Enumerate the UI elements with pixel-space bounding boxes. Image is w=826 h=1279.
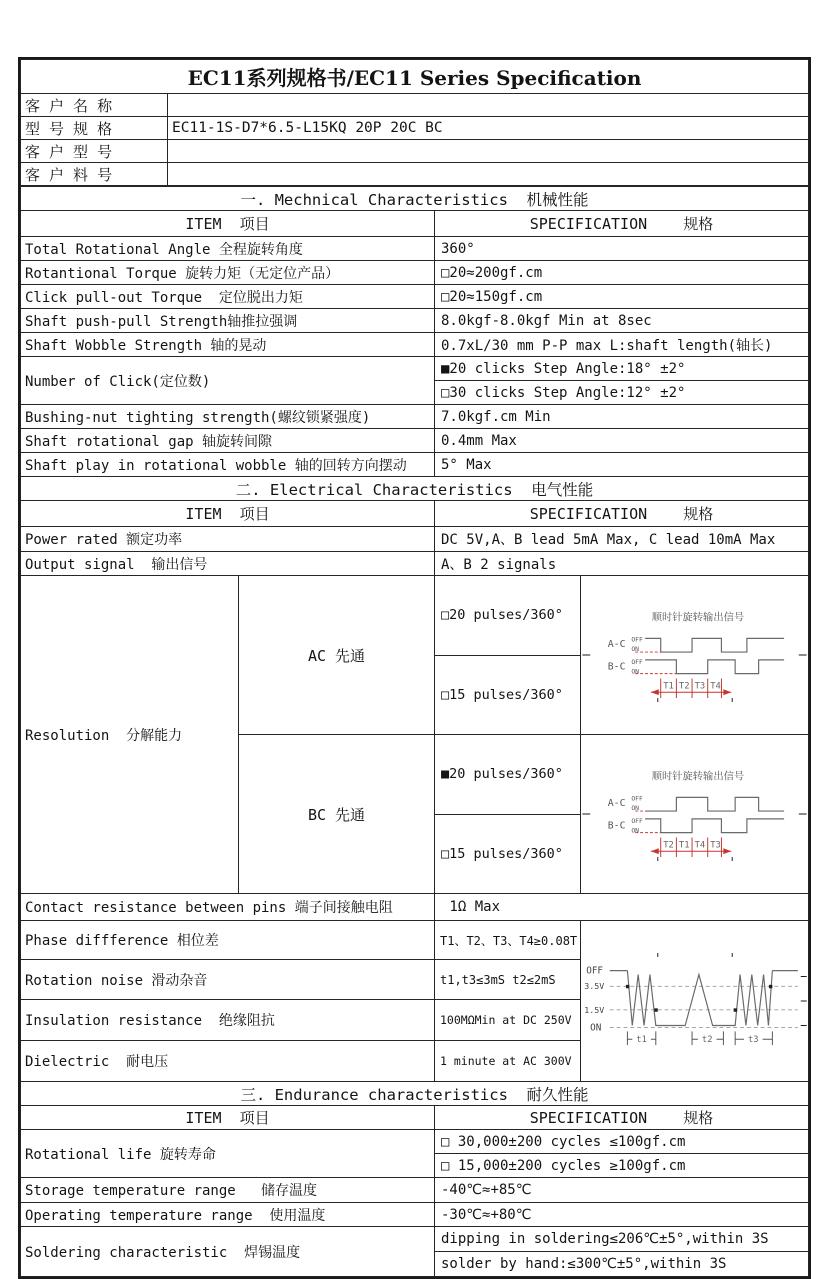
off-label: OFF [631, 658, 643, 666]
spec-cell: 5° Max [435, 453, 809, 477]
item-cell: Storage temperature range 储存温度 [21, 1178, 435, 1203]
v35-label: 3.5V [584, 981, 605, 992]
spec-option-dip-soldering: dipping in soldering≤206℃±5°,within 3S [435, 1227, 809, 1252]
item-cell: Rotation noise 滑动杂音 [21, 960, 435, 999]
item-cell: Output signal 输出信号 [21, 552, 435, 576]
group-label-ac-first: AC 先通 [239, 576, 435, 735]
item-cell: Shaft Wobble Strength 轴的晃动 [21, 333, 435, 357]
on-label: ON [590, 1022, 602, 1034]
item-cell: Phase diffference 相位差 [21, 921, 435, 960]
item-cell: Shaft rotational gap 轴旋转间隙 [21, 429, 435, 453]
info-value-model-spec: EC11-1S-D7*6.5-L15KQ 20P 20C BC [168, 117, 809, 140]
column-header-spec: SPECIFICATION 规格 [435, 1106, 809, 1130]
info-label-model-spec: 型 号 规 格 [21, 117, 168, 140]
t4-label: T4 [710, 681, 721, 692]
spec-option-30000-cycles: □ 30,000±200 cycles ≤100gf.cm [435, 1130, 809, 1154]
spec-option-ac-15-pulses: □15 pulses/360° [435, 655, 581, 735]
item-cell: Dielectric 耐电压 [21, 1040, 435, 1081]
contact-bounce-waveform [581, 953, 808, 1049]
column-header-item: ITEM 项目 [21, 1106, 435, 1130]
table-row [21, 261, 809, 285]
page-title: EC11系列规格书/EC11 Series Specification [21, 60, 809, 94]
item-cell: Operating temperature range 使用温度 [21, 1203, 435, 1227]
spec-cell: 0.7xL/30 mm P-P max L:shaft length(轴长) [435, 333, 809, 357]
table-row [21, 552, 809, 576]
table-row [21, 333, 809, 357]
info-label-customer-name: 客 户 名 称 [21, 94, 168, 117]
spec-cell: -40℃≈+85℃ [435, 1178, 809, 1203]
column-header-spec: SPECIFICATION 规格 [435, 501, 809, 527]
section-heading-electrical: 二. Electrical Characteristics 电气性能 [21, 477, 809, 501]
spec-option-bc-20-pulses: ■20 pulses/360° [435, 735, 581, 815]
t3-label: T3 [710, 840, 721, 851]
off-label: OFF [631, 817, 643, 825]
spec-cell: DC 5V,A、B lead 5mA Max, C lead 10mA Max [435, 527, 809, 552]
item-cell: Shaft play in rotational wobble 轴的回转方向摆动 [21, 453, 435, 477]
table-row [21, 1130, 809, 1154]
item-cell: Contact resistance between pins 端子间接触电阻 [21, 894, 435, 921]
table-row [21, 357, 809, 381]
cw-waveform-cell [581, 576, 809, 735]
signal-label-ac: A-C [607, 639, 626, 651]
t2-label: T2 [678, 681, 690, 692]
spec-cell: 7.0kgf.cm Min [435, 405, 809, 429]
diagram-title: 顺时针旋转输出信号 [651, 611, 745, 624]
spec-cell: t1,t3≤3mS t2≤2mS [435, 960, 581, 999]
signal-label-bc: B-C [607, 661, 626, 673]
column-header-item: ITEM 项目 [21, 211, 435, 237]
section-heading-endurance: 三. Endurance characteristics 耐久性能 [21, 1082, 809, 1106]
cw-output-waveform [581, 608, 808, 702]
table-row [21, 429, 809, 453]
table-row [21, 237, 809, 261]
spec-option-ac-20-pulses: □20 pulses/360° [435, 576, 581, 656]
on-label: ON [631, 646, 640, 654]
t3-span-label: t3 [747, 1035, 759, 1046]
spec-option-bc-15-pulses: □15 pulses/360° [435, 814, 581, 894]
table-row [21, 1227, 809, 1252]
on-label: ON [631, 827, 640, 835]
table-row [21, 309, 809, 333]
info-label-customer-part: 客 户 料 号 [21, 163, 168, 186]
item-cell-resolution: Resolution 分解能力 [21, 576, 239, 894]
item-cell: Click pull-out Torque 定位脱出力矩 [21, 285, 435, 309]
table-row [21, 453, 809, 477]
signal-label-bc: B-C [607, 820, 626, 832]
t1-span-label: t1 [636, 1035, 647, 1046]
table-row [21, 405, 809, 429]
table-row [21, 1203, 809, 1227]
table-row [21, 527, 809, 552]
item-cell: Total Rotational Angle 全程旋转角度 [21, 237, 435, 261]
t3-label: T3 [694, 681, 706, 692]
ccw-waveform-cell [581, 735, 809, 894]
table-row [21, 1178, 809, 1203]
t1-label: T1 [678, 840, 690, 851]
off-label: OFF [631, 795, 643, 803]
info-value-customer-model [168, 140, 809, 163]
signal-label-ac: A-C [607, 798, 626, 810]
bounce-waveform-cell [581, 921, 809, 1082]
spec-cell: □20≈150gf.cm [435, 285, 809, 309]
spec-cell: 360° [435, 237, 809, 261]
off-label: OFF [631, 636, 643, 644]
section-heading-mechanical: 一. Mechnical Characteristics 机械性能 [21, 187, 809, 211]
info-value-customer-part [168, 163, 809, 186]
characteristics-table [20, 186, 809, 1277]
table-row [21, 576, 809, 656]
spec-cell: 8.0kgf-8.0kgf Min at 8sec [435, 309, 809, 333]
ccw-output-waveform [581, 767, 808, 861]
item-cell-number-of-click: Number of Click(定位数) [21, 357, 435, 405]
spec-option-30-clicks: □30 clicks Step Angle:12° ±2° [435, 381, 809, 405]
item-cell-soldering: Soldering characteristic 焊锡温度 [21, 1227, 435, 1277]
item-cell: Bushing-nut tighting strength(螺纹锁紧强度) [21, 405, 435, 429]
spec-cell: 1Ω Max [435, 894, 809, 921]
spec-option-hand-soldering: solder by hand:≤300℃±5°,within 3S [435, 1252, 809, 1277]
spec-cell: □20≈200gf.cm [435, 261, 809, 285]
item-cell: Rotantional Torque 旋转力矩（无定位产品） [21, 261, 435, 285]
spec-sheet [18, 57, 811, 1279]
spec-option-20-clicks: ■20 clicks Step Angle:18° ±2° [435, 357, 809, 381]
spec-cell: 0.4mm Max [435, 429, 809, 453]
info-label-customer-model: 客 户 型 号 [21, 140, 168, 163]
spec-cell: T1、T2、T3、T4≥0.08T [435, 921, 581, 960]
table-row [21, 921, 809, 960]
diagram-title: 顺时针旋转输出信号 [651, 770, 745, 783]
spec-cell: -30℃≈+80℃ [435, 1203, 809, 1227]
info-table [20, 59, 809, 186]
info-value-customer-name [168, 94, 809, 117]
item-cell: Insulation resistance 绝缘阻抗 [21, 999, 435, 1040]
item-cell: Shaft push-pull Strength轴推拉强调 [21, 309, 435, 333]
column-header-item: ITEM 项目 [21, 501, 435, 527]
on-label: ON [631, 805, 640, 813]
t4-label: T4 [694, 840, 706, 851]
t2-span-label: t2 [701, 1035, 713, 1046]
column-header-spec: SPECIFICATION 规格 [435, 211, 809, 237]
v15-label: 1.5V [584, 1004, 605, 1015]
t1-label: T1 [663, 681, 674, 692]
spec-cell: 100MΩMin at DC 250V [435, 999, 581, 1040]
on-label: ON [631, 668, 640, 676]
item-cell: Power rated 额定功率 [21, 527, 435, 552]
spec-option-15000-cycles: □ 15,000±200 cycles ≥100gf.cm [435, 1154, 809, 1178]
spec-cell: A、B 2 signals [435, 552, 809, 576]
t2-label: T2 [663, 840, 674, 851]
group-label-bc-first: BC 先通 [239, 735, 435, 894]
table-row [21, 285, 809, 309]
table-row [21, 894, 809, 921]
spec-cell: 1 minute at AC 300V [435, 1040, 581, 1081]
off-label: OFF [586, 965, 604, 977]
item-cell-rotational-life: Rotational life 旋转寿命 [21, 1130, 435, 1178]
